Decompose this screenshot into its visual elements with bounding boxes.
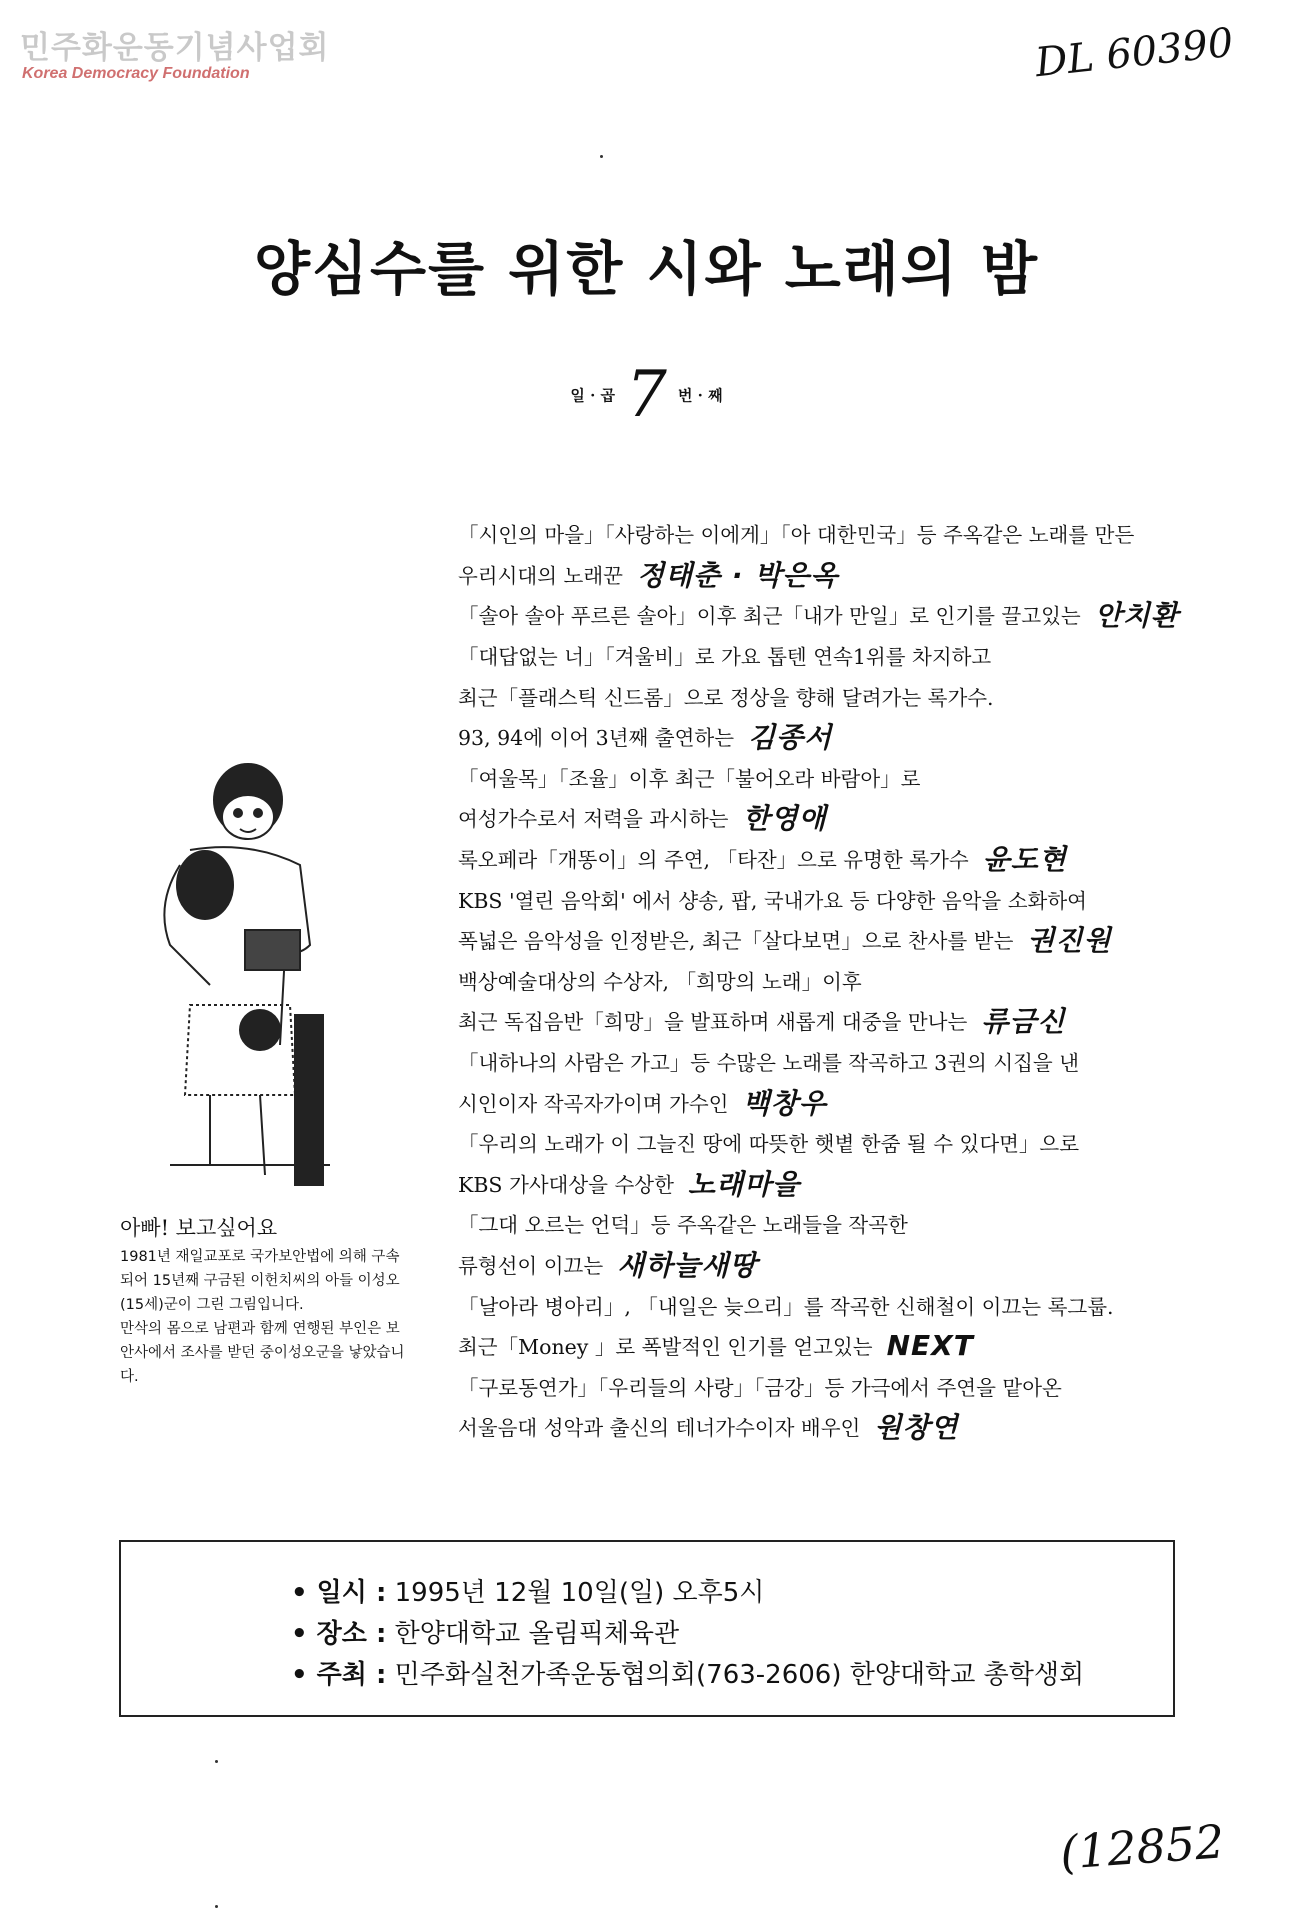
performer-name: 한영애 [742,802,827,836]
lineup-description: 「솔아 솔아 푸르른 솔아」이후 최근「내가 만일」로 인기를 끌고있는 [458,604,1081,629]
edition-label [0,358,1293,432]
event-date-value: 1995년 12월 10일(일) 오후5시 [394,1578,765,1608]
performer-name: 안치환 [1094,599,1179,633]
lineup-description: 백상예술대상의 수상자, 「희망의 노래」이후 [458,969,862,994]
lineup-description: 「시인의 마을」「사랑하는 이에게」「아 대한민국」등 주옥같은 노래를 만든 [458,523,1135,548]
edition-before: 일 · 곱 [570,386,616,405]
lineup-description: 「여울목」「조율」이후 최근「불어오라 바람아」로 [458,766,921,791]
performer-name: 새하늘새땅 [617,1248,758,1282]
lineup-description: 류형선이 이끄는 [458,1253,604,1278]
speck [215,1905,218,1908]
lineup-row [458,1406,1218,1447]
lineup-row [458,1041,1218,1082]
event-venue-row [291,1611,1084,1652]
lineup-row [458,1122,1218,1163]
event-venue-value: 한양대학교 올림픽체육관 [394,1619,680,1649]
performer-name: 원창연 [874,1411,959,1445]
performer-lineup [458,513,1218,1447]
lineup-description: 「구로동연가」「우리들의 사랑」「금강」등 가극에서 주연을 맡아온 [458,1375,1062,1400]
caption-paragraph: 만삭의 몸으로 남편과 함께 연행된 부인은 보안사에서 조사를 받던 중이성오군을 낳았습니다. [120,1321,405,1385]
lineup-description: 최근 독집음반「희망」을 발표하며 새롭게 대중을 만나는 [458,1010,968,1035]
performer-name: 노래마을 [687,1167,801,1201]
speck [215,1760,218,1763]
lineup-description: 「우리의 노래가 이 그늘진 땅에 따뜻한 햇볕 한줌 될 수 있다면」으로 [458,1132,1080,1157]
lineup-description: 「대답없는 너」「겨울비」로 가요 톱텐 연속1위를 차지하고 [458,645,992,670]
performer-name: 정태춘 · 박은옥 [636,558,839,592]
lineup-row [458,1000,1218,1041]
lineup-description: KBS '열린 음악회' 에서 샹송, 팝, 국내가요 등 다양한 음악을 소화하여 [458,888,1087,913]
lineup-row [458,716,1218,757]
lineup-description: 서울음대 성악과 출신의 테너가수이자 배우인 [458,1416,861,1441]
lineup-row [458,1325,1218,1366]
lineup-description: 록오페라「개똥이」의 주연, 「타잔」으로 유명한 록가수 [458,848,969,873]
lineup-description: 「내하나의 사람은 가고」등 수많은 노래를 작곡하고 3권의 시집을 낸 [458,1051,1080,1076]
lineup-row [458,919,1218,960]
performer-name: 권진원 [1027,924,1112,958]
lineup-description: 93, 94에 이어 3년째 출연하는 [458,726,735,751]
lineup-row [458,675,1218,716]
lineup-row [458,960,1218,1001]
speck [600,155,603,158]
event-info-list [291,1570,1084,1693]
lineup-row [458,554,1218,595]
lineup-row [458,1081,1218,1122]
event-date-row [291,1570,1084,1611]
lineup-row [458,1163,1218,1204]
lineup-description: 우리시대의 노래꾼 [458,563,623,588]
lineup-row [458,757,1218,798]
lineup-description: 최근「플래스틱 신드롬」으로 정상을 향해 달려가는 록가수. [458,685,994,710]
lineup-description: 폭넓은 음악성을 인정받은, 최근「살다보면」으로 찬사를 받는 [458,929,1014,954]
lineup-description: 「그대 오르는 언덕」등 주옥같은 노래들을 작곡한 [458,1213,908,1238]
lineup-row [458,797,1218,838]
performer-name: 류금신 [981,1005,1066,1039]
lineup-row [458,1365,1218,1406]
event-info-box [119,1540,1175,1717]
event-date-label: • 일시 : [291,1578,387,1608]
lineup-row [458,1203,1218,1244]
caption-body [120,1245,408,1389]
performer-name: NEXT [886,1328,974,1362]
caption-title: 아빠! 보고싶어요 [120,1216,278,1240]
edition-number: 7 [626,358,667,432]
performer-name: 윤도현 [982,843,1067,877]
lineup-row [458,513,1218,554]
performer-name: 김종서 [748,721,833,755]
event-host-label: • 주최 : [291,1660,387,1690]
lineup-row [458,594,1218,635]
edition-after: 번 · 째 [677,386,723,405]
lineup-description: 시인이자 작곡자가이며 가수인 [458,1091,729,1116]
lineup-description: 「날아라 병아리」, 「내일은 늦으리」를 작곡한 신해철이 이끄는 록그룹. [458,1294,1114,1319]
event-host-row [291,1652,1084,1693]
archive-code: DL 60390 [1033,19,1236,87]
watermark-english: Korea Democracy Foundation [22,65,250,82]
lineup-row [458,878,1218,919]
caption-paragraph: 1981년 재일교포로 국가보안법에 의해 구속되어 15년째 구금된 이헌치씨의 아들 이성오(15세)군이 그린 그림입니다. [120,1249,400,1313]
performer-name: 백창우 [742,1086,827,1120]
lineup-row [458,838,1218,879]
child-drawing-illustration [150,755,340,1195]
lineup-description: KBS 가사대상을 수상한 [458,1172,674,1197]
lineup-row [458,635,1218,676]
lineup-row [458,1244,1218,1285]
event-venue-label: • 장소 : [291,1619,387,1649]
lineup-row [458,1284,1218,1325]
event-host-value: 민주화실천가족운동협의회(763-2606) 한양대학교 총학생회 [394,1660,1085,1690]
watermark-korean: 민주화운동기념사업회 [20,30,330,66]
page-title: 양심수를 위한 시와 노래의 밤 [253,235,1040,303]
lineup-description: 여성가수로서 저력을 과시하는 [458,807,729,832]
lineup-description: 최근「Money 」로 폭발적인 인기를 얻고있는 [458,1335,873,1360]
handwritten-number: (12852 [1058,1814,1226,1880]
